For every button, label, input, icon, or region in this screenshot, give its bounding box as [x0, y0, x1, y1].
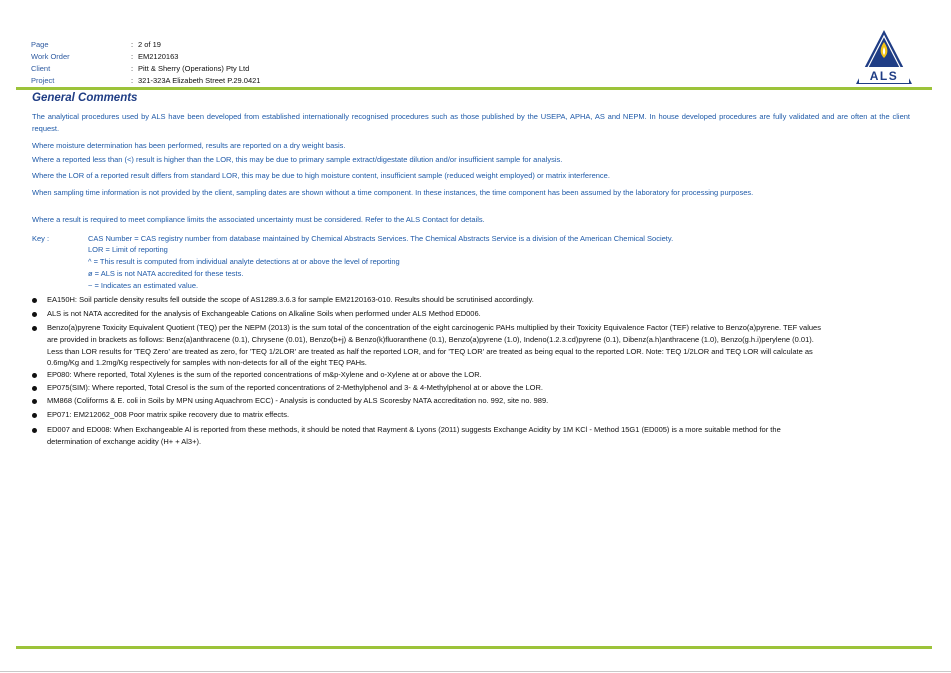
header-label: Project — [31, 76, 55, 85]
comment-paragraph: When sampling time information is not provided by the client, sampling dates are shown without a time component. In these instances, the time component has been assumed by the laboratory for processing purposes. — [32, 188, 754, 197]
header-value: Pitt & Sherry (Operations) Pty Ltd — [138, 64, 250, 73]
key-line: LOR = Limit of reporting — [88, 245, 168, 254]
bullet-text: EP071: EM212062_008 Poor matrix spike recovery due to matrix effects. — [47, 410, 290, 419]
header-colon: : — [131, 64, 134, 73]
bullet-dot — [32, 386, 37, 391]
bullet-dot — [32, 312, 37, 317]
bullet-text: EA150H: Soil particle density results fell outside the scope of AS1289.3.6.3 for sample EM2120163-010. Results should be scrutinised accordingly. — [47, 295, 534, 304]
bullet-text: ED007 and ED008: When Exchangeable Al is reported from these methods, it should be noted that Rayment & Lyons (2011) suggests Exchange Acidity by 1M KCl - Method 15G1 (ED005) is a more suitable method for the determination of exchange acidity (H+ + Al3+). — [47, 425, 781, 446]
bullet-dot — [32, 428, 37, 433]
bullet-dot — [32, 413, 37, 418]
comment-paragraph: Where a reported less than (<) result is higher than the LOR, this may be due to primary sample extract/digestate dilution and/or insufficient sample for analysis. — [32, 155, 563, 164]
bullet-dot — [32, 326, 37, 331]
section-title: General Comments — [32, 92, 138, 104]
bullet-text: MM868 (Coliforms & E. coli in Soils by MPN using Aquachrom ECC) - Analysis is conducted by ALS Scoresby NATA accreditation no. 992, site no. 989. — [47, 396, 549, 405]
bottom-thin-rule — [0, 671, 951, 672]
header-colon: : — [131, 76, 134, 85]
header-value: EM2120163 — [138, 52, 179, 61]
header-label: Client — [31, 64, 51, 73]
comment-paragraph: Where the LOR of a reported result differs from standard LOR, this may be due to high moisture content, insufficient sample (reduced weight employed) or matrix interference. — [32, 171, 610, 180]
bottom-green-rule — [16, 646, 932, 649]
bullet-text: Benzo(a)pyrene Toxicity Equivalent Quotient (TEQ) per the NEPM (2013) is the sum total of the concentration of the eight carcinogenic PAHs multiplied by their Toxicity Equivalence Factor (TEF) relative to Benzo(a)pyrene. TEF values are provided in brackets as follows: Benz(a)anthracene (0.1), Chrysene (0.01), Benzo(b+j) & Benzo(k)fluoranthene (0.1), Benzo(a)pyrene (1.0), Indeno(1.2.3.cd)pyrene (0.1), Dibenz(a.h)anthracene (1.0), Benzo(g.h.i)perylene (0.01). Less than LOR results for 'TEQ Zero' are treated as zero, for 'TEQ 1/2LOR' are treated as half the reported LOR, and for 'TEQ LOR' are treated as being equal to the reported LOR. Note: TEQ 1/2LOR and TEQ LOR will calculate as 0.6mg/Kg and 1.2mg/Kg respectively for samples with non-detects for all of the eight TEQ PAHs. — [47, 323, 821, 368]
key-line: ^ = This result is computed from individual analyte detections at or above the level of reporting — [88, 257, 400, 266]
key-line: CAS Number = CAS registry number from database maintained by Chemical Abstracts Services. The Chemical Abstracts Service is a division of the American Chemical Society. — [88, 234, 674, 243]
header-label: Page — [31, 40, 49, 49]
logo-text: ALS — [869, 69, 899, 83]
header-label: Work Order — [31, 52, 70, 61]
key-line: ~ = Indicates an estimated value. — [88, 281, 199, 290]
bullet-dot — [32, 298, 37, 303]
bullet-text: EP080: Where reported, Total Xylenes is the sum of the reported concentrations of m&p-Xylene and o-Xylene at or above the LOR. — [47, 370, 482, 379]
comment-paragraph: Where a result is required to meet compliance limits the associated uncertainty must be considered. Refer to the ALS Contact for details. — [32, 215, 485, 224]
bullet-dot — [32, 373, 37, 378]
key-label: Key : — [32, 234, 50, 243]
top-green-rule — [16, 87, 932, 90]
bullet-dot — [32, 399, 37, 404]
header-colon: : — [131, 52, 134, 61]
als-logo — [853, 28, 915, 86]
comment-paragraph: The analytical procedures used by ALS have been developed from established internationally recognised procedures such as those published by the USEPA, APHA, AS and NEPM. In house developed procedures are fully validated and are often at the client request. — [32, 112, 910, 133]
bullet-text: EP075(SIM): Where reported, Total Cresol is the sum of the reported concentrations of 2-Methylphenol and 3- & 4-Methylphenol at or above the LOR. — [47, 383, 543, 392]
key-line: ø = ALS is not NATA accredited for these tests. — [88, 269, 244, 278]
header-value: 2 of 19 — [138, 40, 161, 49]
header-colon: : — [131, 40, 134, 49]
comment-paragraph: Where moisture determination has been performed, results are reported on a dry weight basis. — [32, 141, 346, 150]
bullet-text: ALS is not NATA accredited for the analysis of Exchangeable Cations on Alkaline Soils when performed under ALS Method ED006. — [47, 309, 481, 318]
header-value: 321-323A Elizabeth Street P.29.0421 — [138, 76, 261, 85]
